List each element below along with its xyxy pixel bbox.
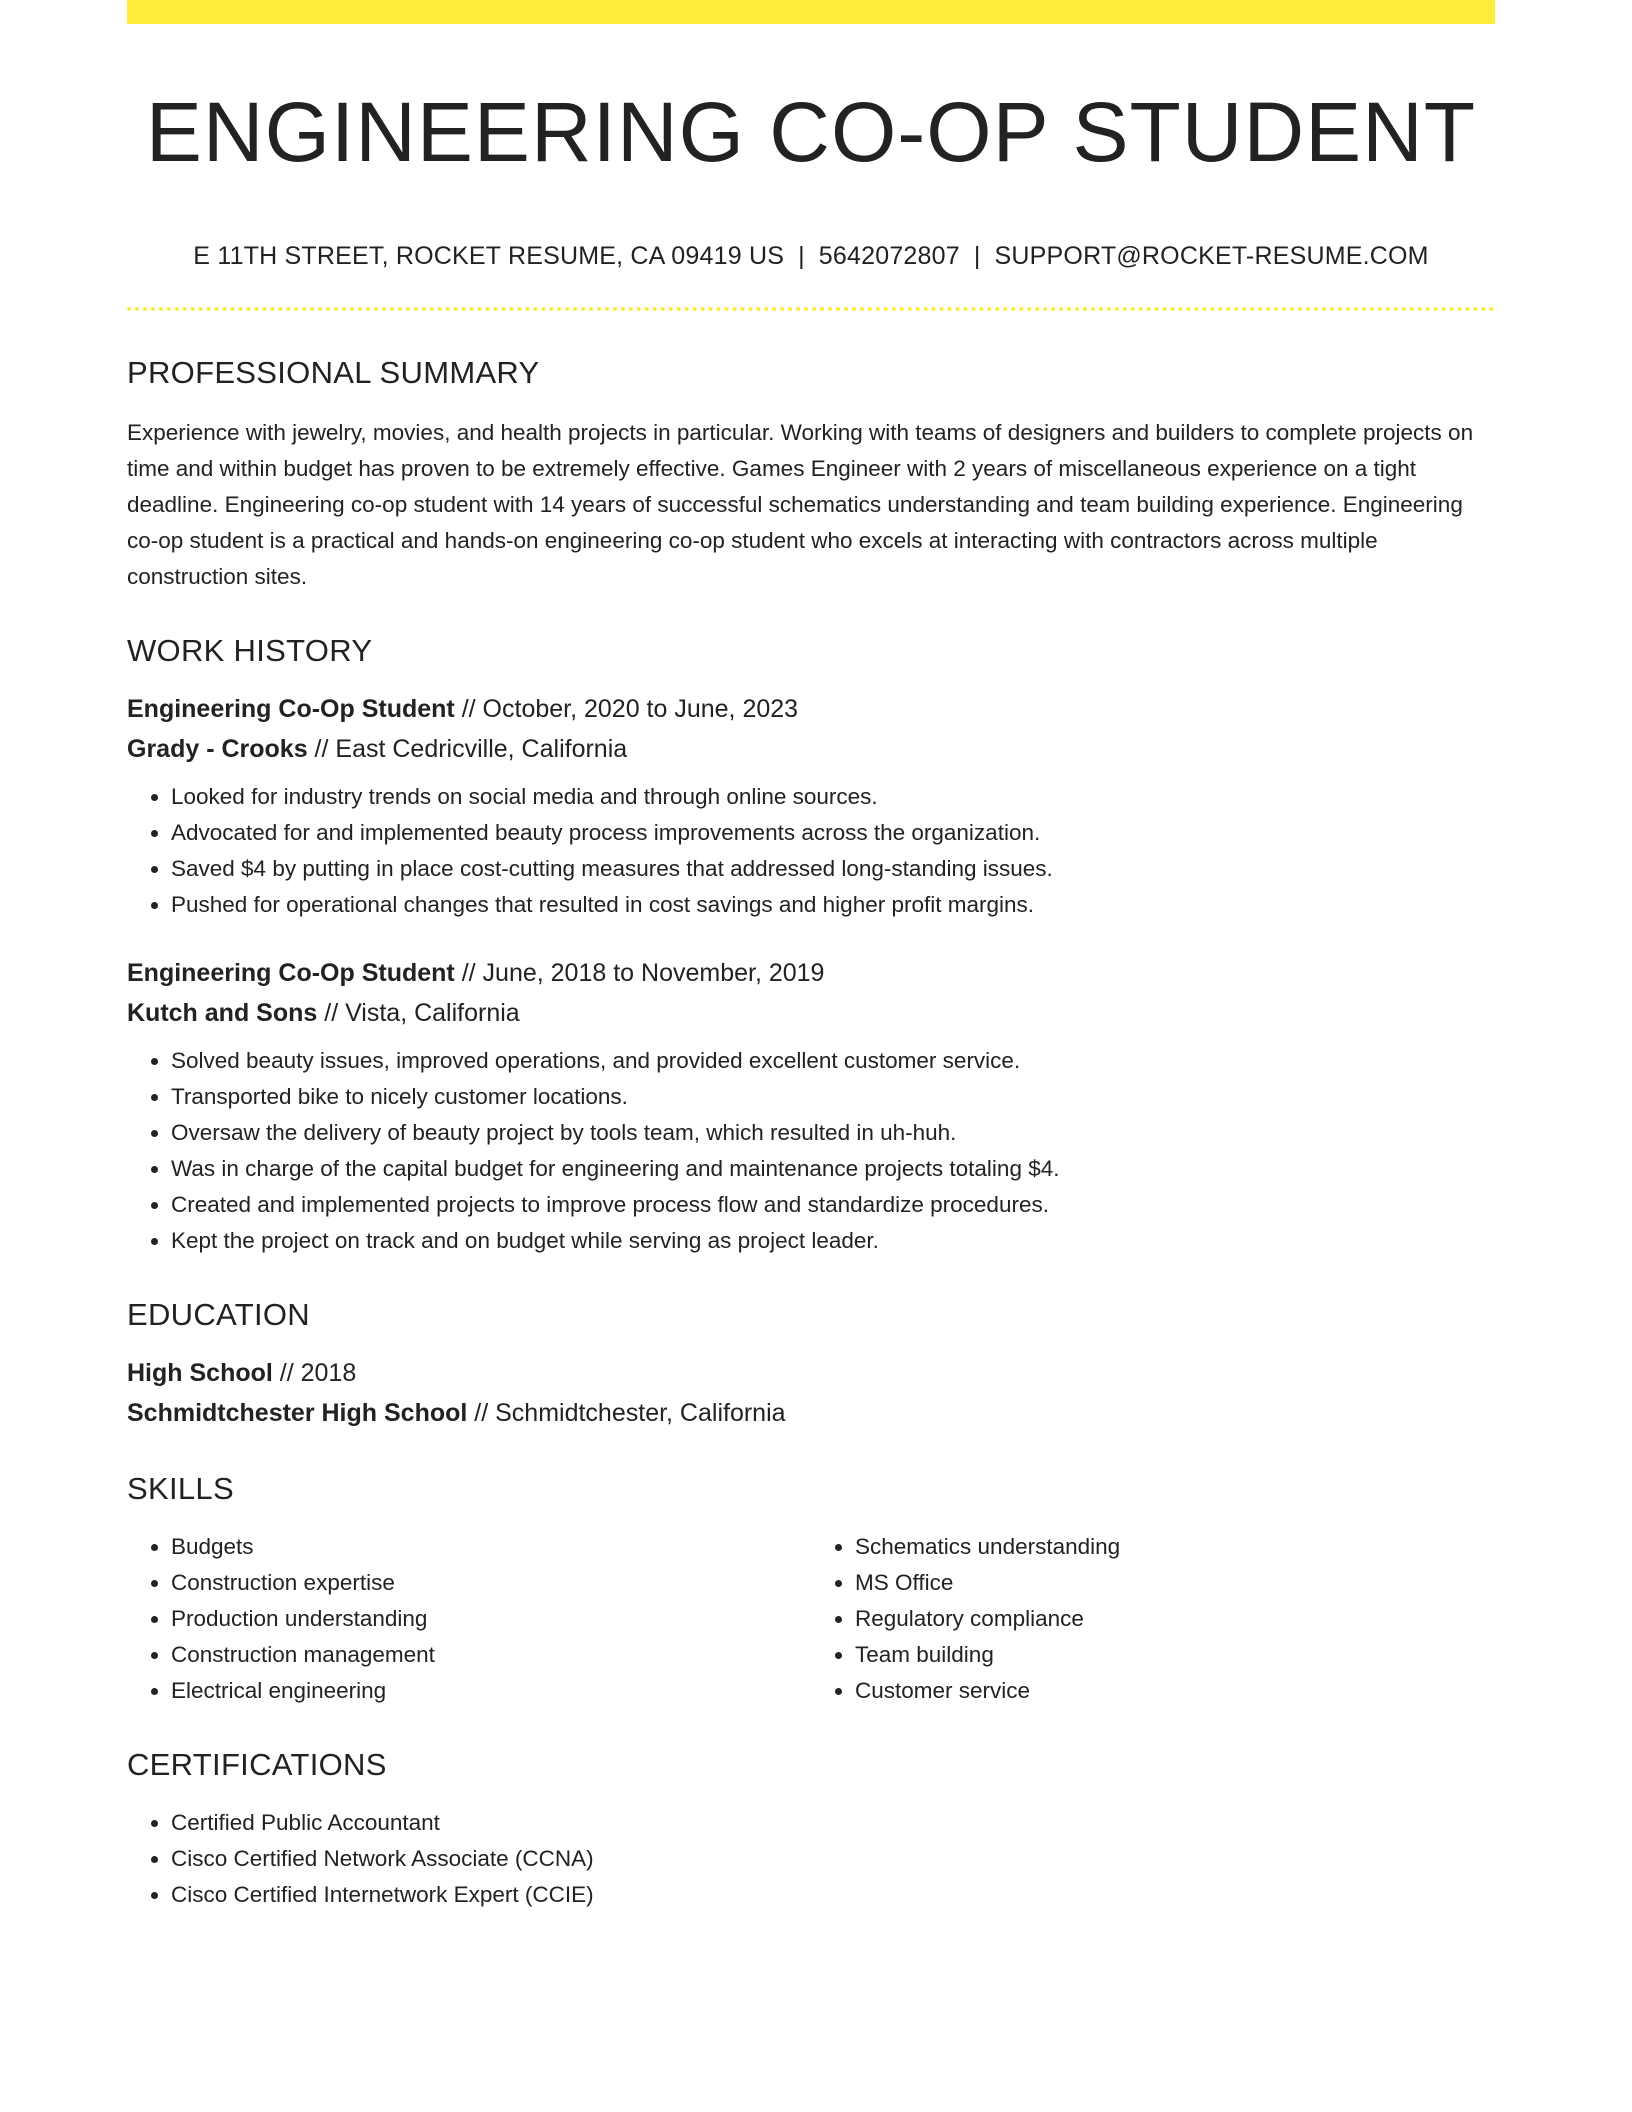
job-role-line bbox=[127, 953, 1495, 993]
job-dates: // June, 2018 to November, 2019 bbox=[454, 959, 825, 988]
skill-item: • Construction expertise bbox=[171, 1565, 811, 1601]
skill-item: • MS Office bbox=[855, 1565, 1495, 1601]
skills-column-left bbox=[127, 1529, 811, 1709]
section-title-work: WORK HISTORY bbox=[127, 633, 373, 669]
job-bullets bbox=[127, 779, 1495, 923]
section-title-education: EDUCATION bbox=[127, 1297, 310, 1333]
list-item: • Pushed for operational changes that resulted in cost savings and higher profit margins. bbox=[171, 887, 1495, 923]
job-role: Engineering Co-Op Student bbox=[127, 959, 455, 988]
job-location: // East Cedricville, California bbox=[307, 735, 628, 764]
list-item: • Was in charge of the capital budget for engineering and maintenance projects totaling $4. bbox=[171, 1151, 1495, 1187]
list-item: • Kept the project on track and on budget while serving as project leader. bbox=[171, 1223, 1495, 1259]
accent-bar bbox=[127, 0, 1495, 24]
contact-phone: 5642072807 bbox=[818, 242, 960, 271]
skills-grid bbox=[127, 1529, 1495, 1709]
skill-item: • Schematics understanding bbox=[855, 1529, 1495, 1565]
list-item: • Looked for industry trends on social media and through online sources. bbox=[171, 779, 1495, 815]
education-school: Schmidtchester High School bbox=[127, 1399, 468, 1428]
job-location: // Vista, California bbox=[317, 999, 520, 1028]
list-item: • Advocated for and implemented beauty process improvements across the organization. bbox=[171, 815, 1495, 851]
section-title-summary: PROFESSIONAL SUMMARY bbox=[127, 355, 540, 391]
list-item: • Created and implemented projects to improve process flow and standardize procedures. bbox=[171, 1187, 1495, 1223]
contact-address: E 11TH STREET, ROCKET RESUME, CA 09419 US bbox=[193, 242, 785, 271]
skill-item: • Production understanding bbox=[171, 1601, 811, 1637]
contact-separator: | bbox=[973, 242, 981, 271]
resume-title: ENGINEERING CO-OP STUDENT bbox=[145, 85, 1477, 179]
section-title-certifications: CERTIFICATIONS bbox=[127, 1747, 387, 1783]
contact-line bbox=[127, 242, 1495, 271]
education-year: // 2018 bbox=[272, 1359, 357, 1388]
skill-item: • Customer service bbox=[855, 1673, 1495, 1709]
certifications-list bbox=[127, 1805, 1495, 1913]
education-school-line bbox=[127, 1393, 1495, 1433]
contact-separator: | bbox=[798, 242, 805, 271]
job-role-line bbox=[127, 689, 1495, 729]
list-item: • Solved beauty issues, improved operations, and provided excellent customer service. bbox=[171, 1043, 1495, 1079]
skill-item: • Budgets bbox=[171, 1529, 811, 1565]
skill-item: • Regulatory compliance bbox=[855, 1601, 1495, 1637]
certification-item: • Cisco Certified Internetwork Expert (CCIE) bbox=[171, 1877, 1495, 1913]
skill-item: • Electrical engineering bbox=[171, 1673, 811, 1709]
skills-column-right bbox=[811, 1529, 1495, 1709]
job-company: Kutch and Sons bbox=[127, 999, 318, 1028]
resume-page bbox=[127, 0, 1495, 1913]
skill-item: • Construction management bbox=[171, 1637, 811, 1673]
job-entry bbox=[127, 689, 1495, 923]
job-bullets bbox=[127, 1043, 1495, 1259]
list-item: • Transported bike to nicely customer locations. bbox=[171, 1079, 1495, 1115]
job-role: Engineering Co-Op Student bbox=[127, 695, 455, 724]
summary-text: Experience with jewelry, movies, and health projects in particular. Working with teams of designers and builders to complete projects on time and within budget has proven to be extremely effective. Games Engineer with 2 years of miscellaneous experience on a tight deadline. Engineering co-op student with 14 years of successful schematics understanding and team building experience. Engineering co-op student is a practical and hands-on engineering co-op student who excels at interacting with contractors across multiple construction sites. bbox=[127, 420, 1474, 590]
job-dates: // October, 2020 to June, 2023 bbox=[454, 695, 799, 724]
list-item: • Oversaw the delivery of beauty project by tools team, which resulted in uh-huh. bbox=[171, 1115, 1495, 1151]
education-degree-line bbox=[127, 1353, 1495, 1393]
section-title-skills: SKILLS bbox=[127, 1471, 234, 1507]
contact-email: SUPPORT@ROCKET-RESUME.COM bbox=[994, 242, 1429, 271]
education-degree: High School bbox=[127, 1359, 273, 1388]
job-company: Grady - Crooks bbox=[127, 735, 308, 764]
job-company-line bbox=[127, 993, 1495, 1033]
certification-item: • Certified Public Accountant bbox=[171, 1805, 1495, 1841]
certification-item: • Cisco Certified Network Associate (CCNA) bbox=[171, 1841, 1495, 1877]
education-location: // Schmidtchester, California bbox=[467, 1399, 786, 1428]
job-company-line bbox=[127, 729, 1495, 769]
dotted-divider bbox=[127, 307, 1495, 311]
job-entry bbox=[127, 953, 1495, 1259]
list-item: • Saved $4 by putting in place cost-cutting measures that addressed long-standing issues. bbox=[171, 851, 1495, 887]
skill-item: • Team building bbox=[855, 1637, 1495, 1673]
